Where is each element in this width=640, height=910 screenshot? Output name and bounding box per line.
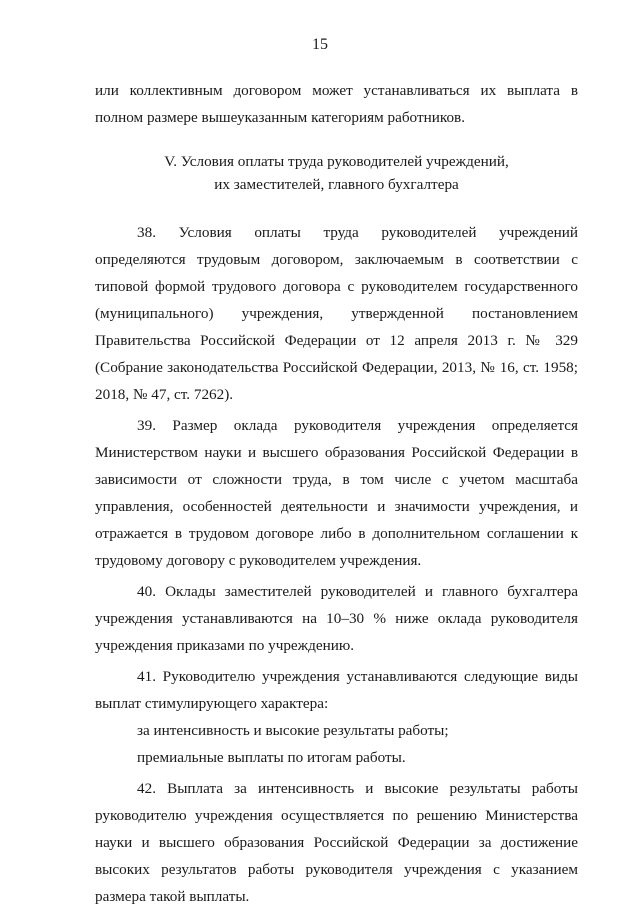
page-number: 15 <box>312 36 328 53</box>
paragraph-41-item-2: премиальные выплаты по итогам работы. <box>137 749 406 766</box>
section-title-line-2: их заместителей, главного бухгалтера <box>214 176 459 193</box>
section-title <box>95 150 578 196</box>
section-title-line-1: V. Условия оплаты труда руководителей учреждений, <box>164 153 509 170</box>
paragraph-40: 40. Оклады заместителей руководителей и главного бухгалтера учреждения устанавливаются на 10–30 % ниже оклада руководителя учреждения приказами по учреждению. <box>95 583 578 654</box>
document-body <box>95 77 578 910</box>
paragraph-38: 38. Условия оплаты труда руководителей учреждений определяются трудовым договором, заключаемым в соответствии с типовой формой трудового договора с руководителем государственного (муниципального) учреждения, утвержденной постановлением Правительства Российской Федерации от 12 апреля 2013 г. № 329 (Собрание законодательства Российской Федерации, 2013, № 16, ст. 1958; 2018, № 47, ст. 7262). <box>95 224 578 403</box>
continuation-paragraph: или коллективным договором может устанавливаться их выплата в полном размере вышеуказанным категориям работников. <box>95 82 578 126</box>
paragraph-41: 41. Руководителю учреждения устанавливаются следующие виды выплат стимулирующего характера: <box>95 668 578 712</box>
paragraph-39: 39. Размер оклада руководителя учреждения определяется Министерством науки и высшего образования Российской Федерации в зависимости от сложности труда, в том числе с учетом масштаба управления, особенностей деятельности и значимости учреждения, и отражается в трудовом договоре либо в дополнительном соглашении к трудовому договору с руководителем учреждения. <box>95 417 578 569</box>
paragraph-42: 42. Выплата за интенсивность и высокие результаты работы руководителю учреждения осуществляется по решению Министерства науки и высшего образования Российской Федерации за достижение высоких результатов работы руководителя учреждения с указанием размера такой выплаты. <box>95 780 578 905</box>
paragraph-41-item-1: за интенсивность и высокие результаты работы; <box>137 722 449 739</box>
